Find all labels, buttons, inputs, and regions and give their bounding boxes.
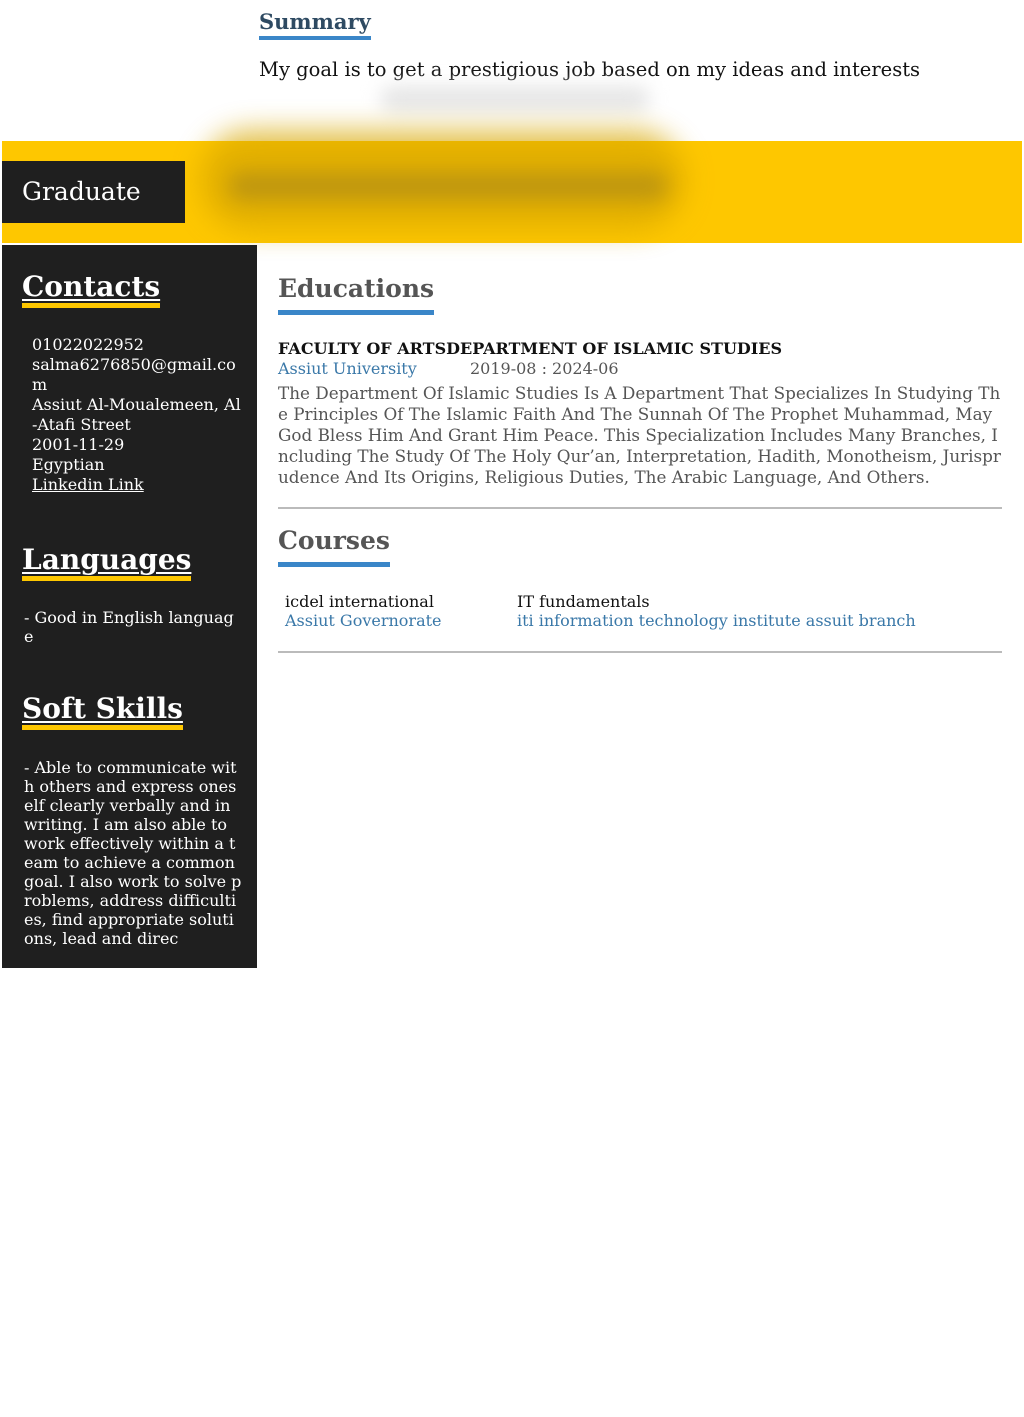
sidebar <box>2 245 257 968</box>
languages-text: - Good in English language <box>24 608 234 646</box>
linkedin-link[interactable]: Linkedin Link <box>32 475 144 494</box>
educations-heading: Educations <box>278 272 434 315</box>
summary-heading: Summary <box>259 8 371 40</box>
summary-section <box>259 8 999 81</box>
job-title-box: Graduate <box>2 161 185 223</box>
redacted-name-text <box>228 172 668 200</box>
summary-text: My goal is to get a prestigious job based on my ideas and interests <box>259 58 921 81</box>
education-title: FACULTY OF ARTSDEPARTMENT OF ISLAMIC STUDIES <box>278 339 782 358</box>
education-item <box>278 339 1002 488</box>
courses-heading: Courses <box>278 524 390 567</box>
birthdate: 2001-11-29 <box>32 435 125 454</box>
education-institution: Assiut University <box>278 359 417 378</box>
redacted-area <box>380 86 650 112</box>
divider <box>278 651 1002 653</box>
course-title: icdel international <box>285 592 434 611</box>
soft-skills-heading: Soft Skills <box>22 694 183 730</box>
education-meta <box>278 359 1002 379</box>
contacts-heading: Contacts <box>22 272 160 308</box>
education-description: The Department Of Islamic Studies Is A Department That Specializes In Studying The Principles Of The Islamic Faith And The Sunnah Of The Prophet Muhammad, May God Bless Him And Grant Him Peace. This Specialization Includes Many Branches, Including The Study Of The Holy Qur’an, Interpretation, Hadith, Monotheism, Jurisprudence And Its Origins, Religious Duties, The Arabic Language, And Others. <box>278 383 1001 487</box>
divider <box>278 507 1002 509</box>
course-organization: iti information technology institute assuit branch <box>517 611 916 630</box>
nationality: Egyptian <box>32 455 105 474</box>
address: Assiut Al-Moualemeen, Al-Atafi Street <box>32 395 241 434</box>
course-item <box>285 592 442 630</box>
soft-skills-text: - Able to communicate with others and express oneself clearly verbally and in writing. I am also able to work effectively within a team to achieve a common goal. I also work to solve problems, address difficulties, find appropriate solutions, lead and direc <box>24 758 242 948</box>
languages-heading: Languages <box>22 545 191 581</box>
education-dates: 2019-08 : 2024-06 <box>470 359 619 378</box>
course-title: IT fundamentals <box>517 592 650 611</box>
course-item <box>517 592 916 630</box>
email: salma6276850@gmail.com <box>32 355 236 394</box>
phone: 01022022952 <box>32 335 144 354</box>
course-organization: Assiut Governorate <box>285 611 442 630</box>
contacts-list <box>32 335 242 495</box>
